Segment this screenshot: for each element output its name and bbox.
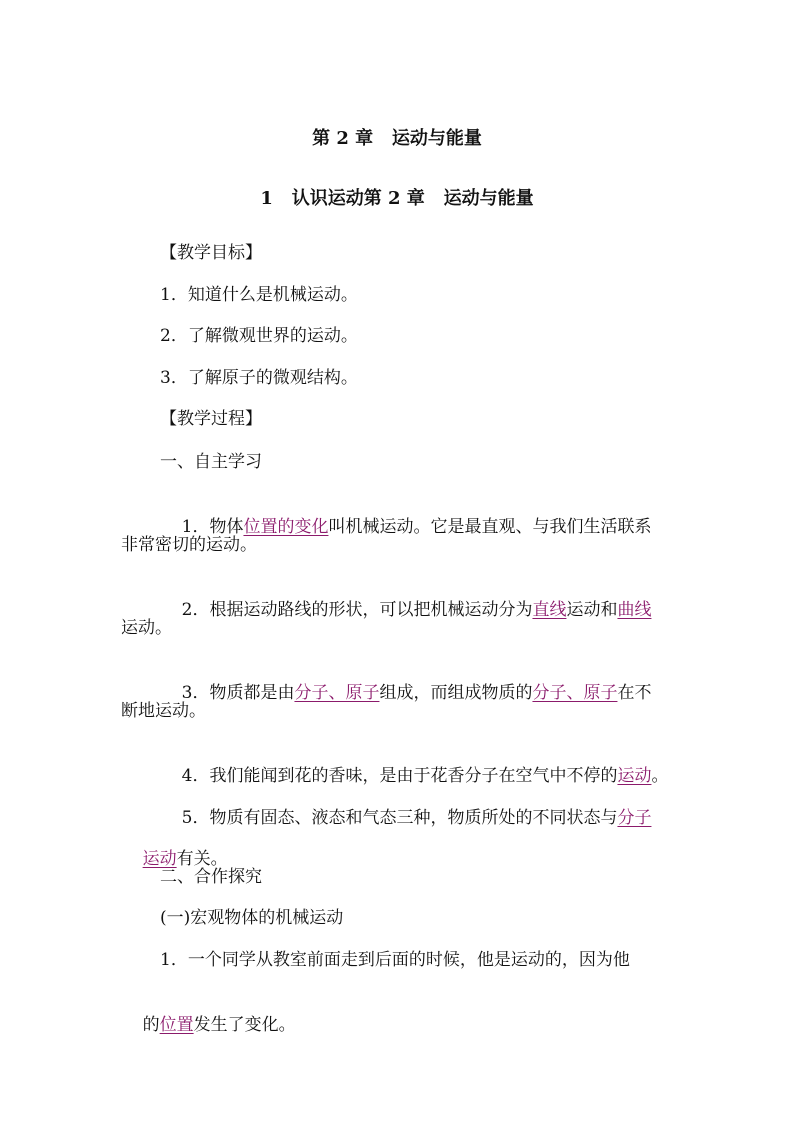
objective-item: 3．了解原子的微观结构。: [160, 368, 358, 388]
study-item-3-continuation: 断地运动。: [121, 701, 206, 721]
answer-highlight: 分子、原子: [294, 683, 380, 703]
item-text: 1．物体: [181, 517, 244, 537]
item-text: 3．物质都是由: [181, 683, 295, 703]
answer-highlight: 曲线: [617, 600, 652, 620]
objective-item: 1．知道什么是机械运动。: [160, 285, 358, 305]
answer-highlight: 位置的变化: [243, 517, 329, 537]
item-text: 的: [142, 1015, 160, 1035]
study-item-1-continuation: 非常密切的运动。: [121, 535, 257, 555]
chapter-title: 第 2 章 运动与能量: [312, 128, 482, 149]
item-text: 发生了变化。: [193, 1015, 296, 1035]
item-text: 4．我们能闻到花的香味，是由于花香分子在空气中不停的: [181, 766, 618, 786]
item-text: 有关。: [176, 849, 228, 869]
item-text: 2．根据运动路线的形状，可以把机械运动分为: [181, 600, 533, 620]
answer-highlight: 分子、原子: [532, 683, 618, 703]
item-text: 5．物质有固态、液态和气态三种，物质所处的不同状态与: [181, 808, 618, 828]
item-text: 叫机械运动。它是最直观、与我们生活联系: [328, 517, 652, 537]
explore-item-1: 1．一个同学从教室前面走到后面的时候，他是运动的，因为他: [160, 950, 630, 970]
section-title: 1 认识运动第 2 章 运动与能量: [260, 188, 534, 209]
objectives-heading: 【教学目标】: [160, 243, 262, 263]
study-item-2-continuation: 运动。: [121, 618, 172, 638]
item-text: 。: [651, 766, 669, 786]
part1-heading: 一、自主学习: [160, 452, 262, 472]
part2-heading: 二、合作探究: [160, 867, 262, 887]
item-text: 在不: [617, 683, 652, 703]
answer-highlight: 运动: [142, 849, 177, 869]
answer-highlight: 运动: [617, 766, 652, 786]
answer-highlight: 位置: [159, 1015, 194, 1035]
answer-highlight: 直线: [532, 600, 567, 620]
subsection-heading: (一)宏观物体的机械运动: [160, 908, 344, 928]
item-text: 组成，而组成物质的: [379, 683, 533, 703]
item-text: 运动和: [566, 600, 618, 620]
process-heading: 【教学过程】: [160, 409, 262, 429]
objective-item: 2．了解微观世界的运动。: [160, 326, 358, 346]
explore-item-1-continuation: [121, 989, 676, 1061]
answer-highlight: 分子: [617, 808, 652, 828]
